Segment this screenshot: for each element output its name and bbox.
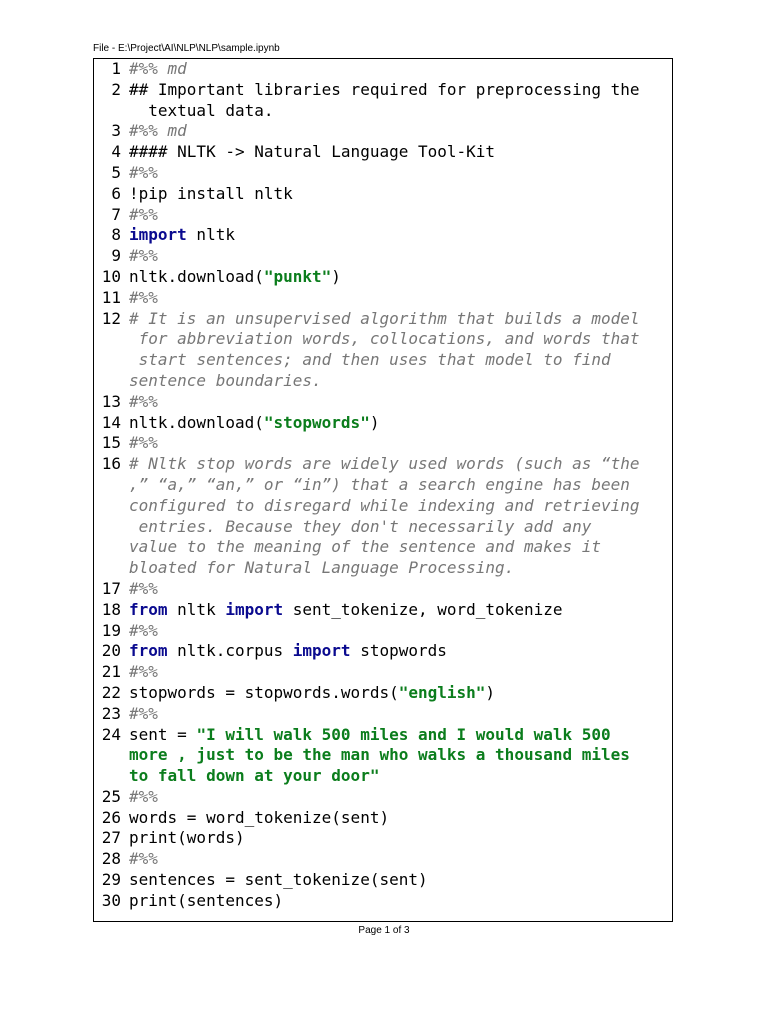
- code-text: stopwords = stopwords.words(: [129, 682, 399, 702]
- line-number: 9: [111, 246, 121, 266]
- code-text: words = word_tokenize(sent): [129, 807, 390, 827]
- file-path-header: File - E:\Project\AI\NLP\NLP\sample.ipynb: [93, 43, 280, 54]
- code-line: [94, 121, 672, 142]
- line-number: 11: [101, 287, 121, 307]
- code-line: [94, 870, 672, 891]
- code-keyword: from: [129, 599, 168, 619]
- code-keyword: from: [129, 641, 168, 661]
- code-line: [94, 288, 672, 309]
- code-line: [94, 662, 672, 683]
- code-comment: #%%: [129, 433, 158, 453]
- code-text: print(words): [129, 828, 245, 848]
- code-comment: #%%: [129, 162, 158, 182]
- code-string: "english": [398, 682, 486, 702]
- code-line: [94, 454, 672, 579]
- line-number: 12: [101, 308, 121, 328]
- code-string: "stopwords": [263, 412, 370, 432]
- code-string: "punkt": [263, 266, 332, 286]
- line-number: 10: [101, 266, 121, 286]
- line-number: 13: [101, 391, 121, 411]
- code-line: [94, 413, 672, 434]
- line-number: 18: [101, 599, 121, 619]
- line-number: 24: [101, 724, 121, 744]
- line-number: 29: [101, 870, 121, 890]
- code-text: nltk.download(: [129, 412, 264, 432]
- code-text: sentences = sent_tokenize(sent): [129, 870, 428, 890]
- code-line: [94, 683, 672, 704]
- code-line: [94, 849, 672, 870]
- line-number: 22: [101, 682, 121, 702]
- line-number: 6: [111, 183, 121, 203]
- code-line: [94, 600, 672, 621]
- code-line: [94, 787, 672, 808]
- line-number: 2: [111, 79, 121, 99]
- code-text: ): [331, 266, 341, 286]
- line-number: 14: [101, 412, 121, 432]
- code-keyword: import: [225, 599, 284, 619]
- code-line: [94, 808, 672, 829]
- line-number: 21: [101, 662, 121, 682]
- line-number: 19: [101, 620, 121, 640]
- code-line: [94, 309, 672, 392]
- code-comment: #%%: [129, 246, 158, 266]
- code-line: [94, 828, 672, 849]
- line-number: 4: [111, 142, 121, 162]
- code-keyword: import: [129, 225, 187, 245]
- code-line: [94, 433, 672, 454]
- code-line: [94, 725, 672, 787]
- code-text: nltk.download(: [129, 266, 264, 286]
- code-text: nltk: [167, 599, 226, 619]
- code-comment: # Nltk stop words are widely used words (such as “the ,” “a,” “an,” or “in”) that a search engine has been configured to disregard while indexing and retrieving entries. Because they don't necessarily add any value to the meaning of the sentence and makes it bloated for Natural Language Processing.: [129, 454, 640, 578]
- code-text: !pip install nltk: [129, 183, 293, 203]
- code-line: [94, 267, 672, 288]
- code-text: ): [485, 682, 496, 702]
- code-line: [94, 704, 672, 725]
- code-line: [94, 59, 672, 80]
- code-line: [94, 641, 672, 662]
- code-text: ): [369, 412, 380, 432]
- code-line: [94, 184, 672, 205]
- code-line: [94, 163, 672, 184]
- line-number: 7: [111, 204, 121, 224]
- code-line: [94, 621, 672, 642]
- line-number: 25: [101, 786, 121, 806]
- code-text: sent =: [129, 724, 197, 744]
- code-line: [94, 579, 672, 600]
- code-string: "I will walk 500 miles and I would walk 500 more , just to be the man who walks a thousand miles to fall down at your door": [129, 724, 630, 786]
- code-text: stopwords: [350, 641, 447, 661]
- code-line: [94, 246, 672, 267]
- code-comment: #%%: [129, 703, 158, 723]
- code-text: #### NLTK -> Natural Language Tool-Kit: [129, 142, 496, 162]
- code-keyword: import: [292, 641, 351, 661]
- code-listing: [94, 59, 672, 912]
- code-line: [94, 225, 672, 246]
- code-line: [94, 891, 672, 912]
- code-text: print(sentences): [129, 890, 284, 910]
- line-number: 16: [101, 454, 121, 474]
- code-line: [94, 142, 672, 163]
- line-number: 3: [111, 121, 121, 141]
- line-number: 28: [101, 849, 121, 869]
- page-number-footer: Page 1 of 3: [358, 925, 410, 936]
- code-comment: #%%: [129, 849, 158, 869]
- line-number: 15: [101, 433, 121, 453]
- code-line: [94, 392, 672, 413]
- code-comment: #%%: [129, 620, 158, 640]
- code-comment: #%%: [129, 578, 158, 598]
- line-number: 17: [101, 578, 121, 598]
- line-number: 5: [111, 162, 121, 182]
- code-text: nltk.corpus: [167, 641, 293, 661]
- line-number: 26: [101, 807, 121, 827]
- line-number: 8: [111, 225, 121, 245]
- code-line: [94, 80, 672, 122]
- line-number: 30: [101, 890, 121, 910]
- code-comment: #%%: [129, 287, 158, 307]
- line-number: 27: [101, 828, 121, 848]
- code-text: ## Important libraries required for preprocessing the textual data.: [129, 79, 640, 120]
- code-line: [94, 205, 672, 226]
- line-number: 20: [101, 641, 121, 661]
- code-comment: #%%: [129, 786, 158, 806]
- code-text: nltk: [186, 225, 235, 245]
- code-comment: # It is an unsupervised algorithm that builds a model for abbreviation words, collocations, and words that start sentences; and then uses that model to find sentence boundaries.: [129, 308, 640, 390]
- line-number: 1: [111, 59, 121, 78]
- code-text: sent_tokenize, word_tokenize: [283, 599, 563, 619]
- code-comment: #%%: [129, 662, 158, 682]
- code-comment: #%% md: [129, 59, 187, 78]
- code-comment: #%% md: [129, 121, 187, 141]
- code-comment: #%%: [129, 391, 158, 411]
- line-number: 23: [101, 703, 121, 723]
- code-comment: #%%: [129, 204, 158, 224]
- code-listing-box: [93, 58, 673, 922]
